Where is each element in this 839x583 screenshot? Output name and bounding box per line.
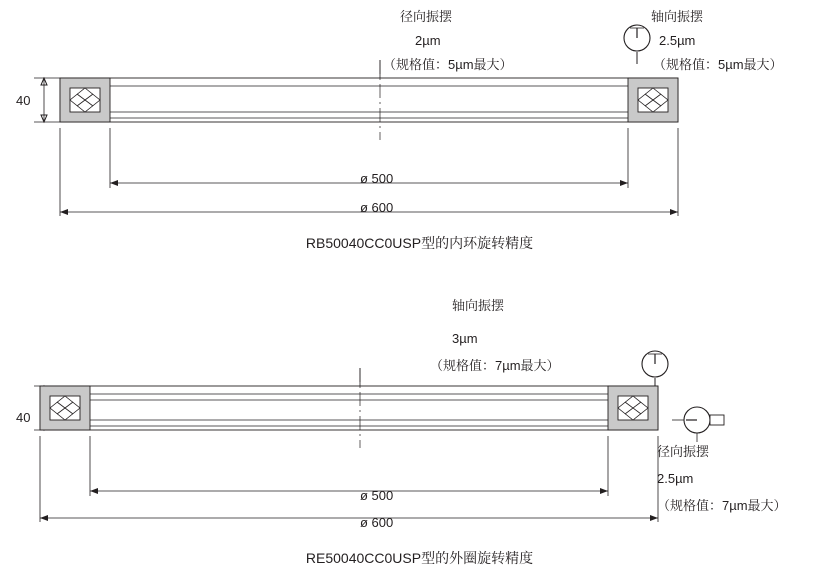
bottom-radial-runout-title: 径向振摆 [657,444,710,459]
bottom-height-label: 40 [16,410,31,425]
top-axial-gauge-icon [624,25,650,64]
bottom-left-roller-symbol [50,396,80,420]
bottom-bearing-drawing [0,290,839,550]
top-axial-runout-spec: （规格值：5µm最大） [653,57,783,72]
bottom-outer-diameter-label: ø 600 [360,515,394,530]
bottom-radial-runout-value: 2.5µm [657,471,694,486]
top-axial-runout-title: 轴向振摆 [651,9,704,24]
top-bearing-drawing [0,0,839,290]
bottom-axial-runout-title: 轴向振摆 [452,298,505,313]
bottom-axial-runout-spec: （规格值：7µm最大） [430,358,560,373]
bottom-inner-diameter-label: ø 500 [360,488,394,503]
bottom-right-roller-symbol [618,396,648,420]
bottom-radial-gauge-icon [672,407,724,442]
bottom-axial-gauge-icon [642,351,668,390]
top-diagram-caption: RB50040CC0USP型的内环旋转精度 [305,235,534,251]
top-right-roller-symbol [638,88,668,112]
bottom-diagram-caption: RE50040CC0USP型的外圈旋转精度 [305,550,534,566]
bottom-axial-runout-value: 3µm [452,331,478,346]
top-height-label: 40 [16,93,31,108]
top-inner-diameter-label: ø 500 [360,171,394,186]
top-radial-runout-title: 径向振摆 [400,9,453,24]
bottom-radial-runout-spec: （规格值：7µm最大） [657,498,787,513]
top-left-roller-symbol [70,88,100,112]
top-radial-runout-value: 2µm [415,33,441,48]
top-radial-runout-spec: （规格值：5µm最大） [383,57,513,72]
top-outer-diameter-label: ø 600 [360,200,394,215]
top-axial-runout-value: 2.5µm [659,33,696,48]
